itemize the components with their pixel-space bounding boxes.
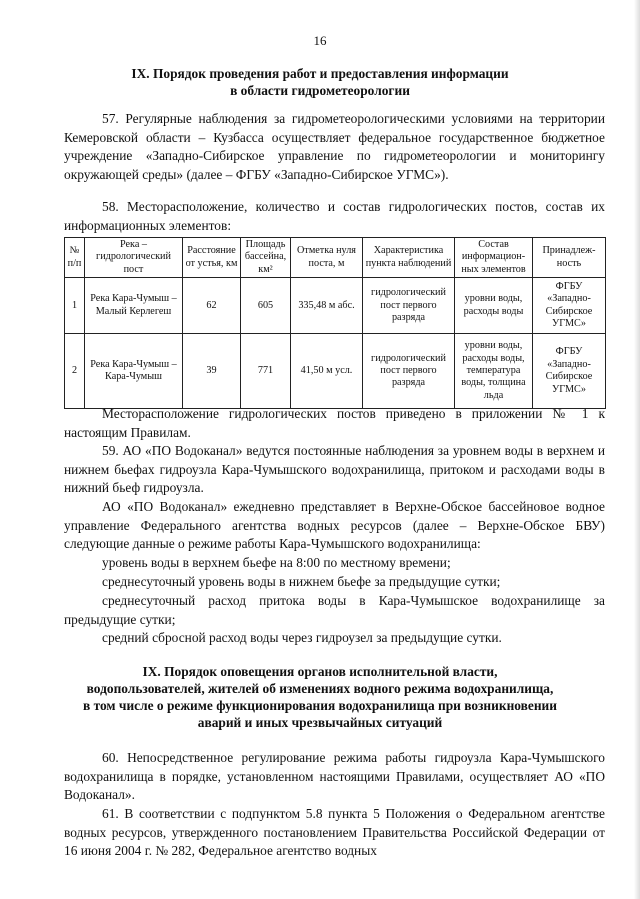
table-row bbox=[65, 278, 606, 334]
section-heading-line: в том числе о режиме функционирования водохранилища при возникновении bbox=[83, 698, 557, 713]
paragraph-59-report: АО «ПО Водоканал» ежедневно представляет в Верхне-Обское бассейновое водное управление Федерального агентства водных ресурсов (далее – Верхне-Обское БВУ) следующие данные о режиме работы Кара-Чумышского водохранилища: bbox=[64, 499, 605, 552]
page-number: 16 bbox=[313, 33, 327, 48]
list-item: среднесуточный расход притока воды в Кара-Чумышское водохранилище за предыдущие сутки; bbox=[64, 593, 605, 627]
paragraph-60: 60. Непосредственное регулирование режима работы гидроузла Кара-Чумышского водохранилища в порядке, установленном настоящими Правилами, осуществляет АО «ПО Водоканал». bbox=[64, 750, 605, 803]
table-cell: гидрологический пост первого разряда bbox=[363, 278, 455, 334]
section-heading-line: IX. Порядок проведения работ и предоставления информации bbox=[131, 66, 509, 81]
table-cell: 39 bbox=[183, 334, 241, 409]
table-header-cell: Принадлеж-ность bbox=[533, 238, 606, 278]
list-item: среднесуточный уровень воды в нижнем бьефе за предыдущие сутки; bbox=[102, 574, 501, 589]
paragraph-location: Месторасположение гидрологических постов приведено в приложении № 1 к настоящим Правилам. bbox=[64, 406, 605, 440]
table-header-row bbox=[65, 238, 606, 278]
table-header-cell: Состав информацион-ных элементов bbox=[455, 238, 533, 278]
table-header-cell: Расстояние от устья, км bbox=[183, 238, 241, 278]
list-item: средний сбросной расход воды через гидроузел за предыдущие сутки. bbox=[102, 630, 502, 645]
table-cell: 62 bbox=[183, 278, 241, 334]
table-header-cell: Площадь бассейна, км² bbox=[241, 238, 291, 278]
section-heading-line: аварий и иных чрезвычайных ситуаций bbox=[197, 715, 443, 730]
table-cell: Река Кара-Чумыш – Кара-Чумыш bbox=[85, 334, 183, 409]
table-cell: 335,48 м абс. bbox=[291, 278, 363, 334]
hydro-posts-table bbox=[64, 237, 606, 409]
table-header-cell: № п/п bbox=[65, 238, 85, 278]
table-cell: уровни воды, расходы воды, температура воды, толщина льда bbox=[455, 334, 533, 409]
paragraph-59: 59. АО «ПО Водоканал» ведутся постоянные наблюдения за уровнем воды в верхнем и нижнем бьефах гидроузла Кара-Чумышского водохранилища, притоком и расходами воды в нижний бьеф гидроузла. bbox=[64, 443, 605, 496]
table-cell: гидрологический пост первого разряда bbox=[363, 334, 455, 409]
list-item: уровень воды в верхнем бьефе на 8:00 по местному времени; bbox=[102, 555, 451, 570]
paragraph-61: 61. В соответствии с подпунктом 5.8 пункта 5 Положения о Федеральном агентстве водных ресурсов, утвержденного постановлением Правительства Российской Федерации от 16 июня 2004 г. № 282, Федеральное агентство водных bbox=[64, 806, 605, 859]
table-header-cell: Отметка нуля поста, м bbox=[291, 238, 363, 278]
section-heading-line: IX. Порядок оповещения органов исполнительной власти, bbox=[142, 664, 498, 679]
table-cell: уровни воды, расходы воды bbox=[455, 278, 533, 334]
table-cell: 771 bbox=[241, 334, 291, 409]
table-cell: Река Кара-Чумыш – Малый Керлегеш bbox=[85, 278, 183, 334]
scan-edge bbox=[634, 0, 640, 899]
section-heading-monitoring bbox=[40, 65, 600, 99]
section-heading-line: в области гидрометеорологии bbox=[230, 83, 410, 98]
table-row bbox=[65, 334, 606, 409]
table-header-cell: Характеристика пункта наблюдений bbox=[363, 238, 455, 278]
table-cell: 605 bbox=[241, 278, 291, 334]
table-cell: ФГБУ «Западно-Сибирское УГМС» bbox=[533, 334, 606, 409]
table-cell: ФГБУ «Западно-Сибирское УГМС» bbox=[533, 278, 606, 334]
table-cell: 41,50 м усл. bbox=[291, 334, 363, 409]
table-header-cell: Река – гидрологический пост bbox=[85, 238, 183, 278]
table-cell: 1 bbox=[65, 278, 85, 334]
section-heading-notification bbox=[40, 663, 600, 731]
paragraph-57: 57. Регулярные наблюдения за гидрометеорологическими условиями на территории Кемеровской области – Кузбасса осуществляет федеральное государственное бюджетное учреждение «Западно-Сибирское управление по гидрометеорологии и мониторингу окружающей среды» (далее – ФГБУ «Западно-Сибирское УГМС»). bbox=[64, 111, 605, 182]
table-cell: 2 bbox=[65, 334, 85, 409]
paragraph-58: 58. Месторасположение, количество и состав гидрологических постов, состав их информационных элементов: bbox=[64, 199, 605, 233]
section-heading-line: водопользователей, жителей об изменениях водного режима водохранилища, bbox=[86, 681, 554, 696]
